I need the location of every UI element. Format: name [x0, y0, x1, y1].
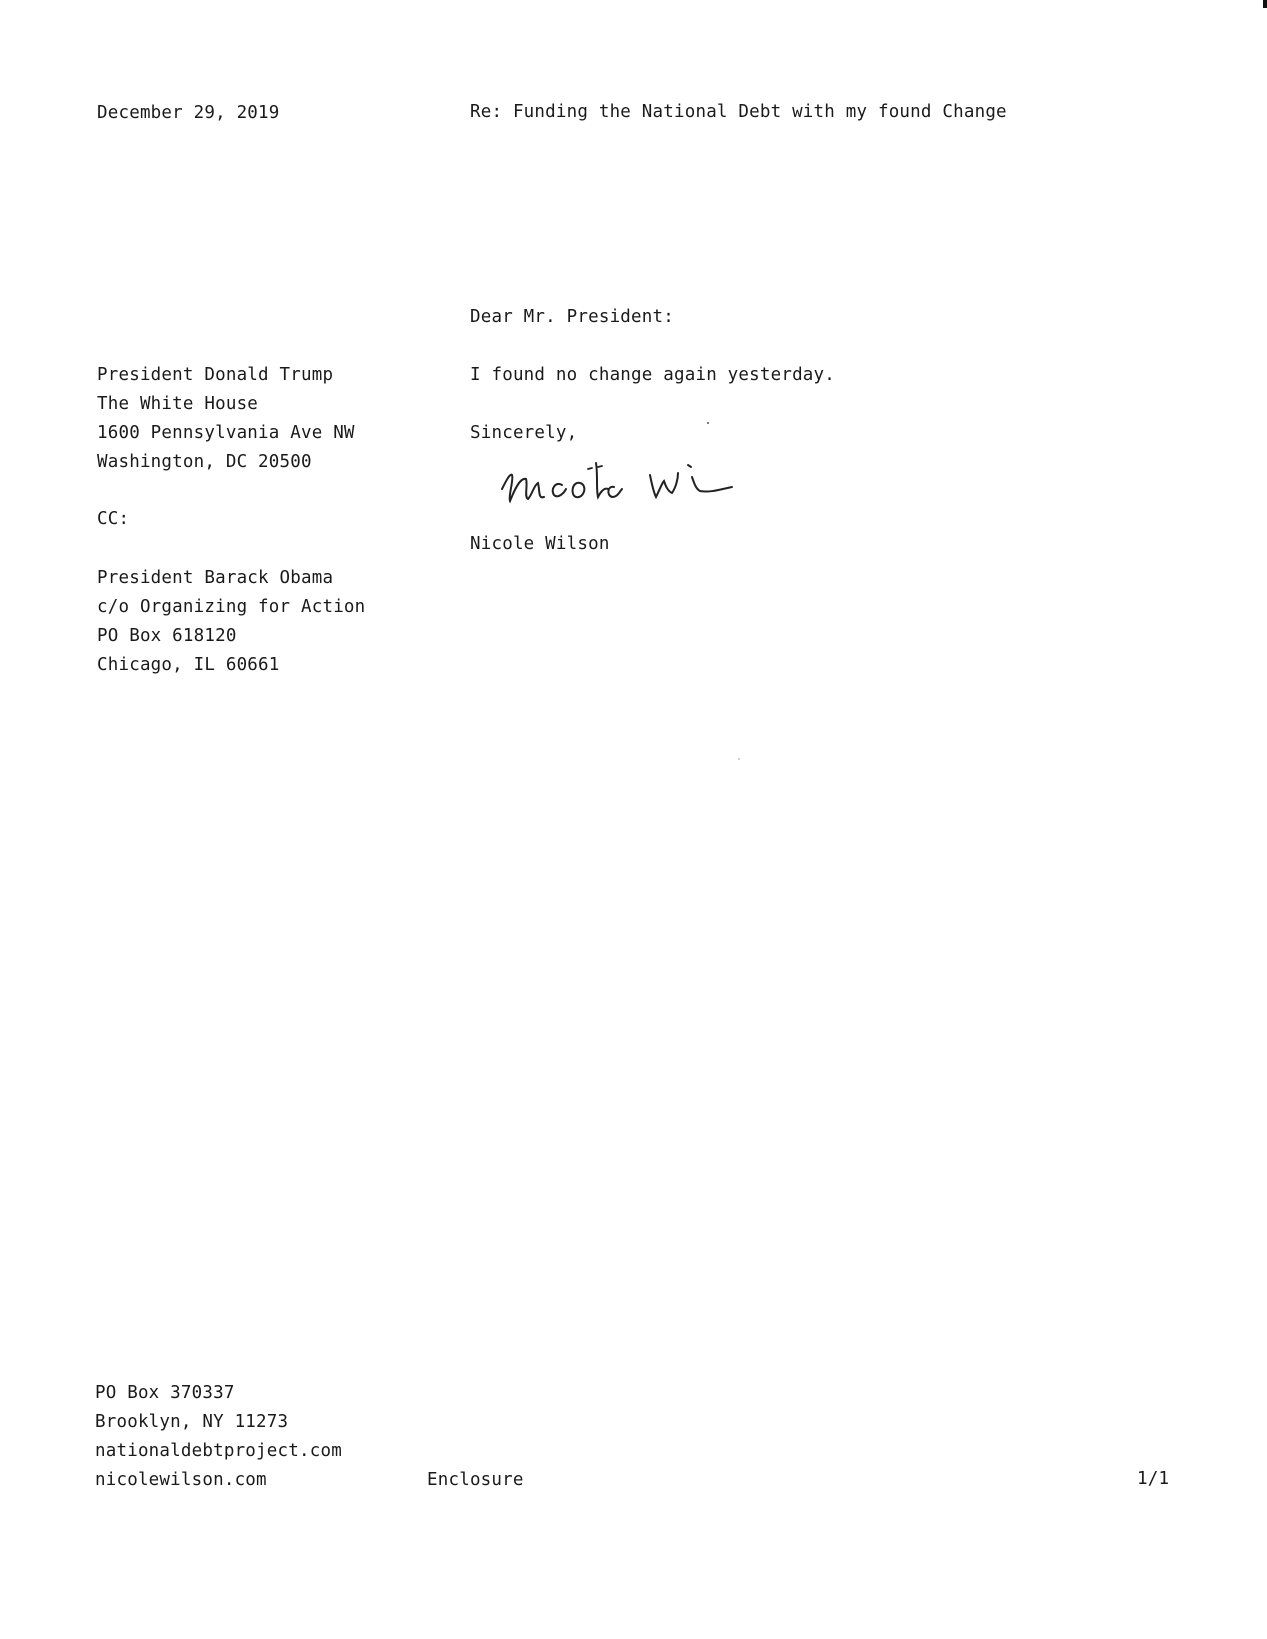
recipient-line: Washington, DC 20500 [97, 452, 312, 472]
cc-address [97, 564, 365, 680]
scan-speck [707, 422, 709, 424]
cc-line: Chicago, IL 60661 [97, 655, 280, 675]
salutation: Dear Mr. President: [470, 307, 674, 327]
scan-speck [738, 758, 740, 760]
recipient-address [97, 361, 355, 477]
sender-address [95, 1379, 342, 1495]
page-number: 1/1 [1137, 1469, 1170, 1489]
letter-subject: Re: Funding the National Debt with my found Change [470, 102, 1007, 122]
letter-body: I found no change again yesterday. [470, 365, 836, 385]
sender-line: nicolewilson.com [95, 1470, 267, 1490]
recipient-line: President Donald Trump [97, 365, 334, 385]
enclosure-note: Enclosure [427, 1470, 524, 1490]
handwritten-signature [500, 455, 740, 515]
sender-line: Brooklyn, NY 11273 [95, 1412, 289, 1432]
recipient-line: 1600 Pennsylvania Ave NW [97, 423, 355, 443]
cc-line: PO Box 618120 [97, 626, 237, 646]
recipient-line: The White House [97, 394, 259, 414]
sender-line: PO Box 370337 [95, 1383, 235, 1403]
letter-date: December 29, 2019 [97, 103, 280, 123]
closing: Sincerely, [470, 423, 578, 443]
signer-name: Nicole Wilson [470, 534, 610, 554]
cc-line: c/o Organizing for Action [97, 597, 366, 617]
scan-edge-mark [1263, 0, 1267, 8]
sender-line: nationaldebtproject.com [95, 1441, 342, 1461]
cc-line: President Barack Obama [97, 568, 334, 588]
cc-label: CC: [97, 509, 130, 529]
